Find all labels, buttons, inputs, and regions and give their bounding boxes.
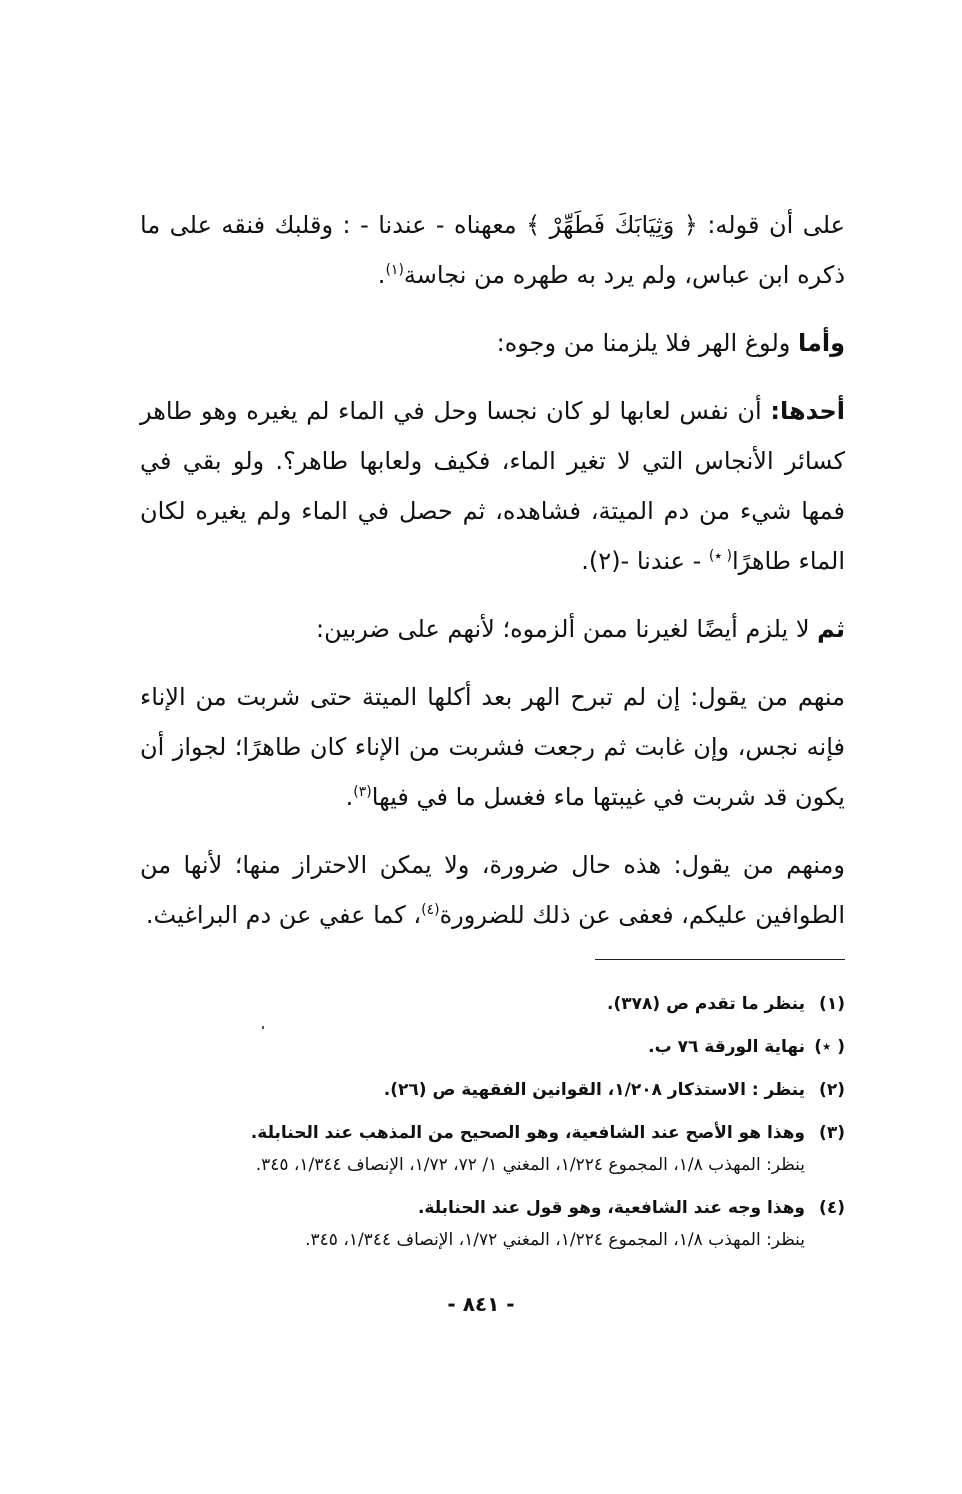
footnote-number: ( ٭) [814, 1037, 845, 1057]
footnotes [140, 988, 845, 1267]
paragraph-lead: وأما [797, 329, 845, 357]
footnote-body [140, 988, 805, 1020]
footnote-ref: ( ٭) [708, 548, 732, 564]
scan-speck [262, 1026, 264, 1029]
page-number: - ٨٤١ - [447, 1292, 515, 1316]
footnote [140, 988, 845, 1020]
paragraph-text: منهم من يقول: إن لم تبرح الهر بعد أكلها الميتة حتى شربت من الإناء فإنه نجس، وإن غابت ثم رجعت فشربت من الإناء كان طاهرًا؛ لجواز أن يكون قد شربت في غيبتها ماء فغسل ما في فيها [140, 683, 845, 811]
footnote-ref: (٤) [421, 902, 440, 918]
footnote [140, 1074, 845, 1106]
paragraph-text: لا يلزم أيضًا لغيرنا ممن ألزموه؛ لأنهم على ضربين: [315, 615, 818, 643]
footnote-line: وهذا هو الأصح عند الشافعية، وهو الصحيح من المذهب عند الحنابلة. [250, 1123, 805, 1143]
paragraph [140, 200, 845, 300]
paragraph [140, 386, 845, 586]
paragraph [140, 840, 845, 940]
footnote-number: (٣) [819, 1123, 845, 1143]
paragraph-tail: . [345, 783, 354, 811]
paragraph-lead: أحدها: [770, 397, 845, 425]
paragraph-text: على أن قوله: ﴿ وَثِيَابَكَ فَطَهِّرْ ﴾ معهناه - عندنا - : وقلبك فنقه على ما ذكره ابن عباس، ولم يرد به طهره من نجاسة [140, 211, 845, 289]
footnote-line: ينظر : الاستذكار ١/٢٠٨، القوانين الفقهية ص (٢٦). [383, 1080, 805, 1100]
footnote-body [140, 1031, 805, 1063]
paragraph-tail: - عندنا -(٢). [581, 547, 709, 575]
paragraph-text: أن نفس لعابها لو كان نجسا وحل في الماء لم يغيره وهو طاهر كسائر الأنجاس التي لا تغير الماء، فكيف ولعابها طاهر؟. ولو بقي في فمها شيء من دم الميتة، فشاهده، ثم حصل في الماء ولم يغيره لكان الماء طاهرًا [140, 397, 845, 575]
footnote-number: (١) [819, 994, 845, 1014]
paragraph-text: ولوغ الهر فلا يلزمنا من وجوه: [496, 329, 798, 357]
footnote-body [140, 1192, 805, 1256]
paragraph-lead: ثم [817, 615, 845, 643]
paragraph-tail: . [377, 261, 386, 289]
footnote-body [140, 1074, 805, 1106]
footnote-body [140, 1117, 805, 1181]
footnote [140, 1192, 845, 1256]
paragraph-tail: ، كما عفي عن دم البراغيث. [145, 901, 422, 929]
paragraph [140, 672, 845, 822]
footnote-line: ينظر ما تقدم ص (٣٧٨). [607, 994, 805, 1014]
footnote-line: نهاية الورقة ٧٦ ب. [648, 1037, 805, 1057]
footnote-line: وهذا وجه عند الشافعية، وهو قول عند الحنابلة. [417, 1198, 805, 1218]
footnote-number: (٤) [819, 1198, 845, 1218]
footnote-ref: (٣) [353, 784, 372, 800]
footnote-line: ينظر: المهذب ١/٨، المجموع ١/٢٢٤، المغني ١/ ٧٢، ١/٧٢، الإنصاف ١/٣٤٤، ٣٤٥. [255, 1155, 805, 1175]
paragraph-text: ومنهم من يقول: هذه حال ضرورة، ولا يمكن الاحتراز منها؛ لأنها من الطوافين عليكم، فعفى عن ذلك للضرورة [140, 851, 845, 929]
paragraph [140, 604, 845, 654]
paragraph [140, 318, 845, 368]
footnote [140, 1031, 845, 1063]
footnote-ref: (١) [385, 262, 404, 278]
footnote-number: (٢) [819, 1080, 845, 1100]
footnote-line: ينظر: المهذب ١/٨، المجموع ١/٢٢٤، المغني ١/٧٢، الإنصاف ١/٣٤٤، ٣٤٥. [305, 1230, 805, 1250]
footnote-separator [595, 959, 845, 960]
footnote [140, 1117, 845, 1181]
main-text [140, 200, 845, 958]
